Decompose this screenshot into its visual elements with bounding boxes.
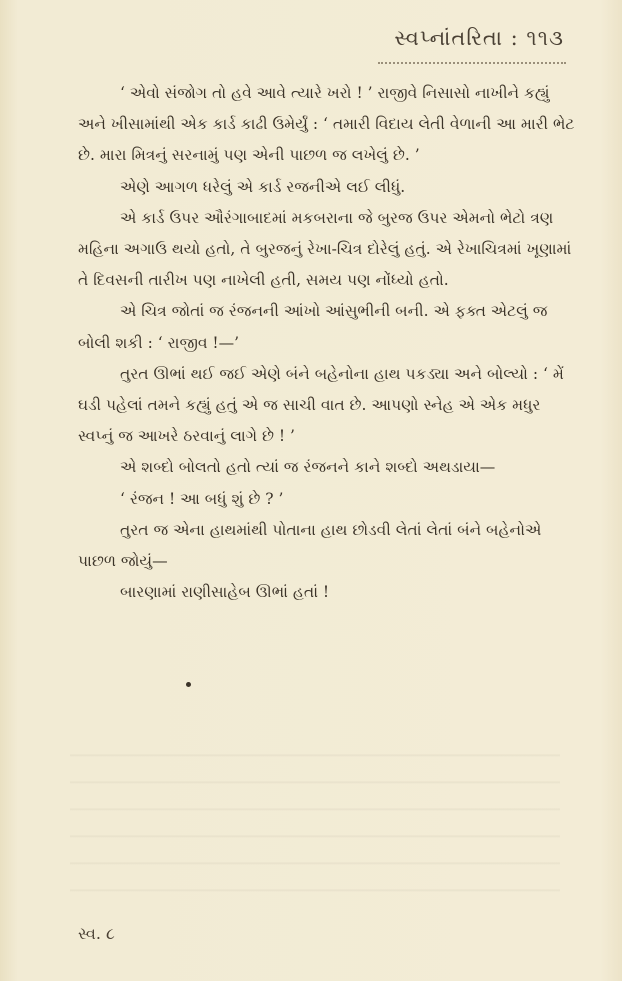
- page-body: [78, 78, 578, 608]
- paragraph: એ કાર્ડ ઉપર ઔરંગાબાદમાં મકબરાના જે બુરજ ઉપર એમનો ભેટો ત્રણ મહિના અગાઉ થયો હતો, તે બુરજનું રેખા-ચિત્ર દોરેલું હતું. એ રેખાચિત્રમાં ખૂણામાં તે દિવસની તારીખ પણ નાખેલી હતી, સમય પણ નોંધ્યો હતો.: [78, 208, 572, 290]
- show-through-text: [70, 730, 560, 910]
- paragraph: ‘ એવો સંજોગ તો હવે આવે ત્યારે ખરો ! ’ રાજીવે નિસાસો નાખીને કહ્યું અને ખીસામાંથી એક કાર્ડ કાઢી ઉમેર્યું : ‘ તમારી વિદાય લેતી વેળાની આ મારી ભેટ છે. મારા મિત્રનું સરનામું પણ એની પાછળ જ લખેલું છે. ’: [78, 84, 575, 165]
- paragraph: એ ચિત્ર જોતાં જ રંજનની આંખો આંસુભીની બની. એ ફક્ત એટલું જ બોલી શકી : ‘ રાજીવ !—’: [78, 302, 548, 352]
- header-underline: [378, 58, 566, 64]
- signature-mark: સ્વ. ૮: [78, 924, 115, 943]
- paragraph: એણે આગળ ધરેલું એ કાર્ડ રજનીએ લઈ લીધું.: [120, 177, 406, 196]
- paragraph: ‘ રંજન ! આ બધું શું છે ? ’: [120, 489, 284, 508]
- paragraph: બારણામાં રાણીસાહેબ ઊભાં હતાં !: [120, 583, 330, 602]
- end-mark-dot: [186, 682, 191, 687]
- paragraph: તુરત જ એના હાથમાંથી પોતાના હાથ છોડવી લેતાં લેતાં બંને બહેનોએ પાછળ જોયું—: [78, 520, 542, 571]
- running-header: સ્વપ્નાંતરિતા : ૧૧૩: [394, 26, 564, 50]
- paragraph: તુરત ઊભાં થઈ જઈ એણે બંને બહેનોના હાથ પકડ્યા અને બોલ્યો : ‘ મેં ઘડી પહેલાં તમને કહ્યું હતું એ જ સાચી વાત છે. આપણો સ્નેહ એ એક મધુર સ્વપ્નું જ આખરે ઠરવાનું લાગે છે ! ’: [78, 364, 564, 446]
- paragraph: એ શબ્દો બોલતો હતો ત્યાં જ રંજનને કાને શબ્દો અથડાયા—: [120, 458, 496, 477]
